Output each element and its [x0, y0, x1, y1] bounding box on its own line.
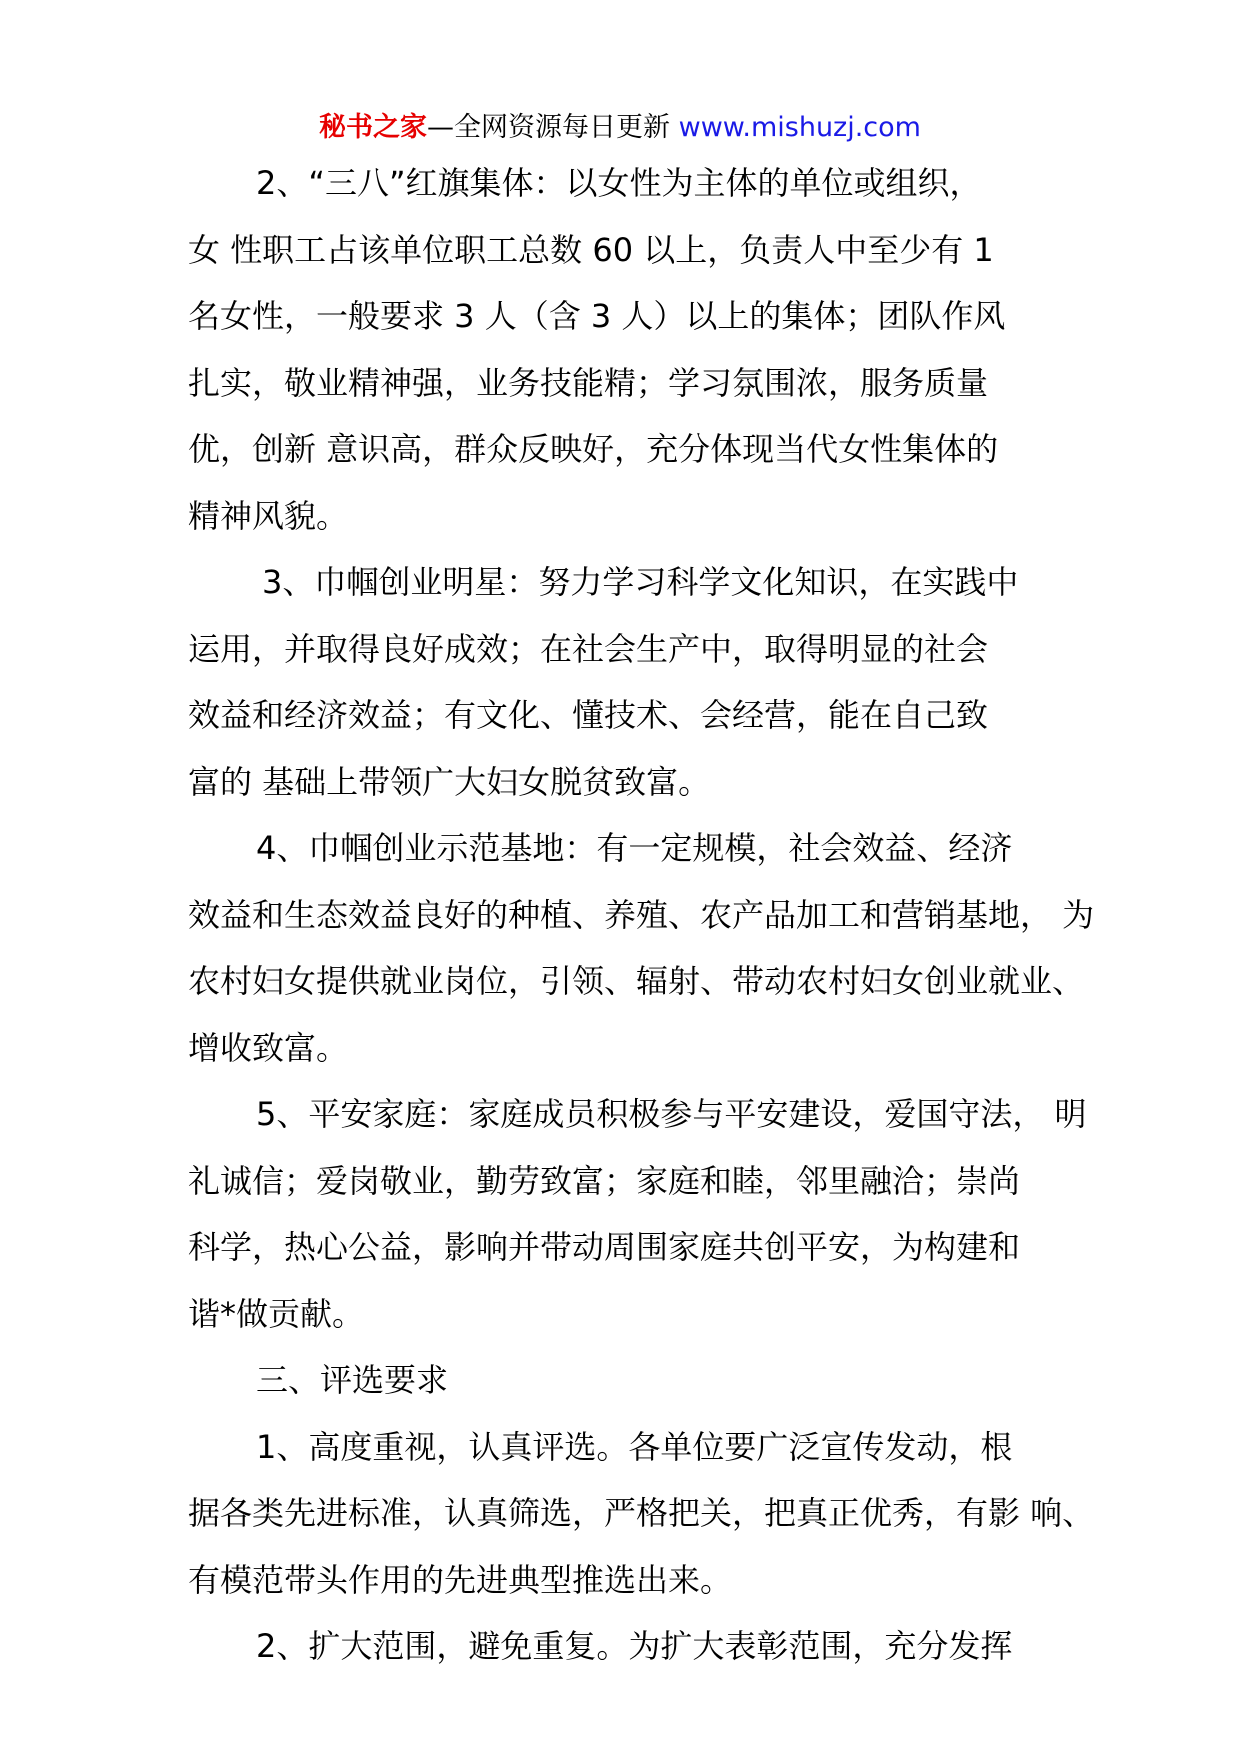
page-header	[0, 108, 1240, 148]
paragraph-line: 增收致富。	[188, 1028, 349, 1067]
brand-name: 秘书之家	[319, 112, 428, 143]
paragraph-line: 优，创新 意识高，群众反映好，充分体现当代女性集体的	[188, 430, 999, 468]
header-tagline: —全网资源每日更新	[427, 112, 679, 143]
paragraph-line: 4、巾帼创业示范基地：有一定规模，社会效益、经济	[256, 829, 1013, 867]
document-body	[188, 150, 1095, 1680]
paragraph-line: 富的 基础上带领广大妇女脱贫致富。	[188, 762, 711, 801]
paragraph-line: 名女性，一般要求 3 人（含 3 人）以上的集体；团队作风	[188, 297, 1006, 335]
paragraph-line: 3、巾帼创业明星：努力学习科学文化知识，在实践中	[262, 563, 1019, 601]
paragraph-line: 2、“三八”红旗集体：以女性为主体的单位或组织，	[256, 164, 982, 202]
paragraph-line: 谐*做贡献。	[188, 1294, 365, 1333]
paragraph-line: 精神风貌。	[188, 496, 349, 535]
paragraph-line: 效益和经济效益；有文化、懂技术、会经营，能在自己致	[188, 696, 989, 734]
section-heading: 三、评选要求	[256, 1361, 449, 1399]
paragraph-line: 礼诚信；爱岗敬业，勤劳致富；家庭和睦，邻里融洽；崇尚	[188, 1161, 1021, 1200]
paragraph-line: 扎实，敬业精神强，业务技能精；学习氛围浓，服务质量	[188, 363, 989, 402]
paragraph-line: 效益和生态效益良好的种植、养殖、农产品加工和营销基地， 为	[188, 895, 1095, 934]
paragraph-line: 农村妇女提供就业岗位，引领、辐射、带动农村妇女创业就业、	[188, 962, 1085, 1000]
paragraph-line: 2、扩大范围，避免重复。为扩大表彰范围，充分发挥	[256, 1627, 1013, 1665]
paragraph-line: 科学，热心公益，影响并带动周围家庭共创平安，为构建和	[188, 1228, 1021, 1266]
paragraph-line: 1、高度重视，认真评选。各单位要广泛宣传发动，根	[256, 1427, 1013, 1466]
paragraph-line: 据各类先进标准，认真筛选，严格把关，把真正优秀，有影 响、	[188, 1494, 1095, 1532]
paragraph-line: 女 性职工占该单位职工总数 60 以上，负责人中至少有 1	[188, 230, 994, 269]
paragraph-line: 5、平安家庭：家庭成员积极参与平安建设，爱国守法， 明	[256, 1095, 1087, 1133]
paragraph-line: 运用，并取得良好成效；在社会生产中，取得明显的社会	[188, 629, 989, 668]
paragraph-line: 有模范带头作用的先进典型推选出来。	[188, 1560, 733, 1599]
header-url[interactable]: www.mishuzj.com	[678, 112, 921, 143]
